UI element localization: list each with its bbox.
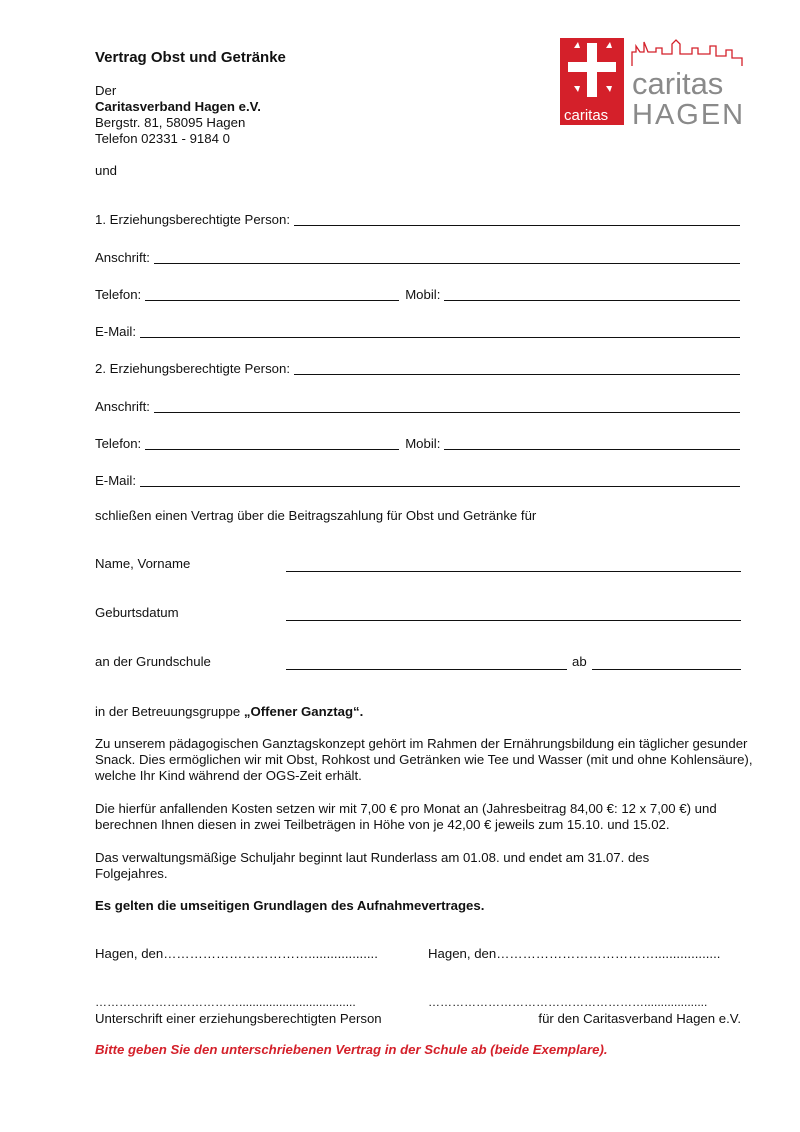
guardian2-address-field[interactable]: [154, 398, 740, 413]
from-field[interactable]: [592, 668, 741, 670]
guardian2-phone-field[interactable]: [145, 435, 399, 450]
from-label: ab: [572, 654, 587, 669]
caritas-logo: [560, 38, 746, 128]
guardian1-person-field[interactable]: [294, 211, 740, 226]
guardian1-email-label: E-Mail:: [95, 324, 137, 339]
guardian2-email-field[interactable]: [140, 472, 740, 487]
guardian2-person-row: [95, 359, 740, 377]
page-title: Vertrag Obst und Getränke: [95, 49, 286, 66]
signature-label-left: Unterschrift einer erziehungsberechtigten Person: [95, 1011, 382, 1026]
header-der: Der: [95, 83, 117, 98]
group-prefix: in der Betreuungsgruppe: [95, 704, 244, 719]
child-name-field[interactable]: [286, 570, 741, 572]
guardian1-person-label: 1. Erziehungsberechtigte Person:: [95, 212, 290, 227]
guardian1-mobile-label: Mobil:: [405, 287, 441, 302]
signature-dots-left[interactable]: ………………………………...................................: [95, 995, 356, 1009]
child-name-label: Name, Vorname: [95, 556, 191, 571]
child-birth-label: Geburtsdatum: [95, 605, 179, 620]
paragraph-snack: Zu unserem pädagogischen Ganztagskonzept gehört im Rahmen der Ernährungsbildung ein täglicher gesunder Snack. Dies ermöglichen wir mit Obst, Rohkost und Getränken wie Tee und Wasser (mit und ohne Kohlensäure), welche Ihr Kind während der OGS-Zeit erhält.: [95, 736, 753, 783]
guardian2-address-row: [95, 397, 740, 415]
guardian1-email-field[interactable]: [140, 323, 740, 338]
guardian1-mobile-field[interactable]: [444, 286, 740, 301]
org-name: Caritasverband Hagen e.V.: [95, 99, 261, 114]
contract-intro: schließen einen Vertrag über die Beitragszahlung für Obst und Getränke für: [95, 508, 537, 523]
guardian2-mobile-field[interactable]: [444, 435, 740, 450]
paragraph-schoolyear: Das verwaltungsmäßige Schuljahr beginnt laut Runderlass am 01.08. und endet am 31.07. des Folgejahres.: [95, 850, 650, 881]
guardian2-person-field[interactable]: [294, 360, 740, 375]
group-name: „Offener Ganztag“.: [243, 704, 364, 719]
guardian1-phone-label: Telefon:: [95, 287, 142, 302]
org-address: Bergstr. 81, 58095 Hagen: [95, 115, 246, 130]
guardian1-address-label: Anschrift:: [95, 250, 150, 265]
guardian1-phone-row: [95, 285, 740, 303]
guardian1-address-row: [95, 248, 740, 266]
guardian2-person-label: 2. Erziehungsberechtigte Person:: [95, 361, 290, 376]
guardian2-phone-row: [95, 434, 740, 452]
und-text: und: [95, 163, 118, 178]
signature-label-right: für den Caritasverband Hagen e.V.: [538, 1011, 741, 1026]
paragraph-costs: Die hierfür anfallenden Kosten setzen wir mit 7,00 € pro Monat an (Jahresbeitrag 84,00 €: 12 x 7,00 €) und berechnen Ihnen diesen in zwei Teilbeträgen in Höhe von je 42,00 € jeweils zum 15.10. und 15.02.: [95, 801, 717, 832]
guardian1-person-row: [95, 210, 740, 228]
org-phone: Telefon 02331 - 9184 0: [95, 131, 230, 146]
guardian2-address-label: Anschrift:: [95, 399, 150, 414]
signature-dots-right[interactable]: ………………………………………………...................: [428, 995, 708, 1009]
guardian1-phone-field[interactable]: [145, 286, 399, 301]
guardian2-email-row: [95, 471, 740, 489]
guardian1-email-row: [95, 322, 740, 340]
place-date-left[interactable]: Hagen, den……………………………...................: [95, 946, 378, 961]
guardian1-address-field[interactable]: [154, 249, 740, 264]
logo-word-caritas: caritas: [632, 66, 724, 101]
child-birth-field[interactable]: [286, 619, 741, 621]
bold-note: Es gelten die umseitigen Grundlagen des Aufnahmevertrages.: [95, 898, 485, 913]
guardian2-mobile-label: Mobil:: [405, 436, 441, 451]
place-date-right[interactable]: Hagen, den………………………………..................: [428, 946, 721, 961]
guardian2-email-label: E-Mail:: [95, 473, 137, 488]
logo-word-hagen: HAGEN: [632, 99, 746, 128]
footer-note: Bitte geben Sie den unterschriebenen Vertrag in der Schule ab (beide Exemplare).: [95, 1042, 608, 1057]
logo-badge-text: caritas: [564, 107, 609, 124]
group-line: [95, 704, 363, 720]
caritas-logo-graphic: [560, 38, 746, 128]
guardian2-phone-label: Telefon:: [95, 436, 142, 451]
school-field[interactable]: [286, 668, 567, 670]
school-label: an der Grundschule: [95, 654, 211, 669]
